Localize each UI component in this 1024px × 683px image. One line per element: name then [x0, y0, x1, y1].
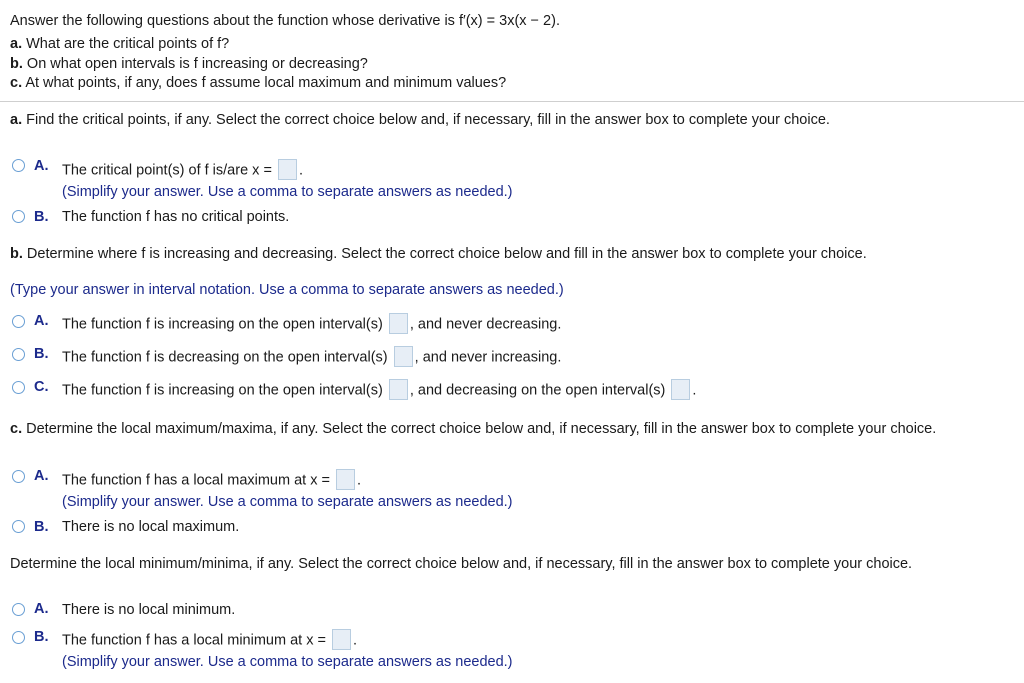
part-a-option-b: The function f has no critical points. [62, 209, 290, 225]
part-c-option-b: There is no local maximum. [62, 519, 240, 535]
part-d-option-b: The function f has a local minimum at x = . [62, 630, 357, 651]
part-a-option-b-radio[interactable] [12, 210, 25, 223]
part-a-option-a-letter: A. [34, 158, 49, 174]
part-b-option-a: The function f is increasing on the open interval(s) , and never decreasing. [62, 314, 561, 335]
part-b-option-c-letter: C. [34, 379, 49, 395]
part-d-prompt: Determine the local minimum/minima, if any. Select the correct choice below and, if necessary, fill in the answer box to complete your choice. [10, 556, 913, 572]
part-c-option-a-letter: A. [34, 468, 49, 484]
critical-points-answer-box[interactable] [278, 159, 297, 180]
part-b-option-b-radio[interactable] [12, 348, 25, 361]
part-d-option-b-radio[interactable] [12, 631, 25, 644]
question-c: c. At what points, if any, does f assume local maximum and minimum values? [10, 75, 507, 91]
part-a-option-a-radio[interactable] [12, 159, 25, 172]
part-b-option-b: The function f is decreasing on the open interval(s) , and never increasing. [62, 347, 561, 368]
part-a-prompt: a. Find the critical points, if any. Select the correct choice below and, if necessary, fill in the answer box to complete your choice. [10, 112, 830, 128]
part-c-option-a: The function f has a local maximum at x = . [62, 470, 361, 491]
option-c-decreasing-answer-box[interactable] [671, 379, 690, 400]
decreasing-interval-answer-box[interactable] [394, 346, 413, 367]
part-d-option-b-hint: (Simplify your answer. Use a comma to separate answers as needed.) [62, 654, 513, 670]
part-a-option-a: The critical point(s) of f is/are x = . [62, 160, 303, 181]
part-a-option-b-letter: B. [34, 209, 49, 225]
part-a-option-a-hint: (Simplify your answer. Use a comma to separate answers as needed.) [62, 184, 513, 200]
part-d-option-b-letter: B. [34, 629, 49, 645]
option-c-increasing-answer-box[interactable] [389, 379, 408, 400]
part-c-option-a-hint: (Simplify your answer. Use a comma to separate answers as needed.) [62, 494, 513, 510]
local-maximum-answer-box[interactable] [336, 469, 355, 490]
part-c-option-b-letter: B. [34, 519, 49, 535]
part-c-option-a-radio[interactable] [12, 470, 25, 483]
part-b-option-c-radio[interactable] [12, 381, 25, 394]
part-b-option-a-radio[interactable] [12, 315, 25, 328]
question-b: b. On what open intervals is f increasing or decreasing? [10, 56, 368, 72]
local-minimum-answer-box[interactable] [332, 629, 351, 650]
part-b-option-c: The function f is increasing on the open interval(s) , and decreasing on the open interval(s) . [62, 380, 696, 401]
increasing-interval-answer-box[interactable] [389, 313, 408, 334]
part-b-hint: (Type your answer in interval notation. Use a comma to separate answers as needed.) [10, 282, 564, 298]
part-d-option-a-radio[interactable] [12, 603, 25, 616]
header-divider [0, 101, 1024, 102]
part-c-option-b-radio[interactable] [12, 520, 25, 533]
question-a: a. What are the critical points of f? [10, 36, 230, 52]
part-b-prompt: b. Determine where f is increasing and decreasing. Select the correct choice below and fill in the answer box to complete your choice. [10, 246, 867, 262]
problem-intro: Answer the following questions about the function whose derivative is f′(x) = 3x(x − 2). [10, 13, 560, 29]
part-d-option-a: There is no local minimum. [62, 602, 236, 618]
part-d-option-a-letter: A. [34, 601, 49, 617]
part-b-option-b-letter: B. [34, 346, 49, 362]
part-c-prompt: c. Determine the local maximum/maxima, if any. Select the correct choice below and, if necessary, fill in the answer box to complete your choice. [10, 421, 937, 437]
part-b-option-a-letter: A. [34, 313, 49, 329]
